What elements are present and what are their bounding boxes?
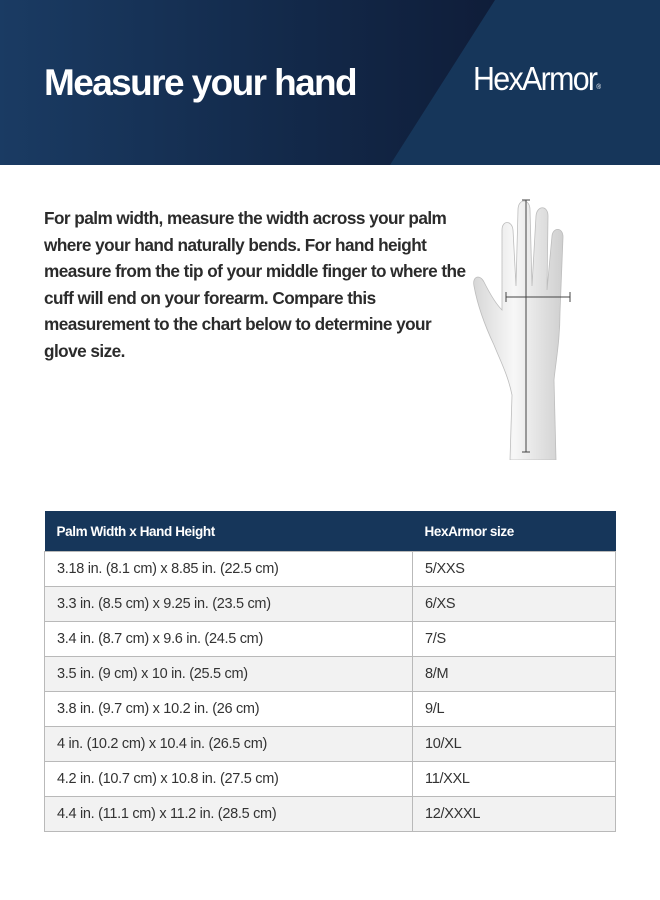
size-cell: 6/XS xyxy=(413,587,616,622)
header-banner xyxy=(0,0,660,165)
measurement-cell: 4 in. (10.2 cm) x 10.4 in. (26.5 cm) xyxy=(45,727,413,762)
glove-size-table xyxy=(44,511,616,832)
measurement-cell: 4.4 in. (11.1 cm) x 11.2 in. (28.5 cm) xyxy=(45,797,413,832)
measurement-cell: 3.8 in. (9.7 cm) x 10.2 in. (26 cm) xyxy=(45,692,413,727)
size-cell: 5/XXS xyxy=(413,552,616,587)
table-row xyxy=(45,622,616,657)
size-cell: 8/M xyxy=(413,657,616,692)
measurement-cell: 4.2 in. (10.7 cm) x 10.8 in. (27.5 cm) xyxy=(45,762,413,797)
measurement-cell: 3.5 in. (9 cm) x 10 in. (25.5 cm) xyxy=(45,657,413,692)
table-row xyxy=(45,762,616,797)
hexarmor-logo xyxy=(473,62,601,95)
table-header-row xyxy=(45,511,616,552)
hand-measurement-icon xyxy=(470,190,580,460)
measurement-cell: 3.18 in. (8.1 cm) x 8.85 in. (22.5 cm) xyxy=(45,552,413,587)
header-palm-width-hand-height: Palm Width x Hand Height xyxy=(45,511,413,552)
measurement-instructions: For palm width, measure the width across your palm where your hand naturally bends. For hand height measure from the tip of your middle finger to where the cuff will end on your forearm. Compare this measurement to the chart below to determine your glove size. xyxy=(44,208,466,361)
table-row xyxy=(45,552,616,587)
table-row xyxy=(45,797,616,832)
logo-text: HexArmor xyxy=(473,60,597,97)
measurement-cell: 3.4 in. (8.7 cm) x 9.6 in. (24.5 cm) xyxy=(45,622,413,657)
header-hexarmor-size: HexArmor size xyxy=(413,511,616,552)
size-cell: 10/XL xyxy=(413,727,616,762)
registered-mark: ® xyxy=(596,84,602,91)
table-row xyxy=(45,587,616,622)
size-cell: 12/XXXL xyxy=(413,797,616,832)
size-cell: 7/S xyxy=(413,622,616,657)
table-row xyxy=(45,727,616,762)
measurement-cell: 3.3 in. (8.5 cm) x 9.25 in. (23.5 cm) xyxy=(45,587,413,622)
table-row xyxy=(45,692,616,727)
size-cell: 11/XXL xyxy=(413,762,616,797)
page-title: Measure your hand xyxy=(44,62,357,103)
table-row xyxy=(45,657,616,692)
size-cell: 9/L xyxy=(413,692,616,727)
